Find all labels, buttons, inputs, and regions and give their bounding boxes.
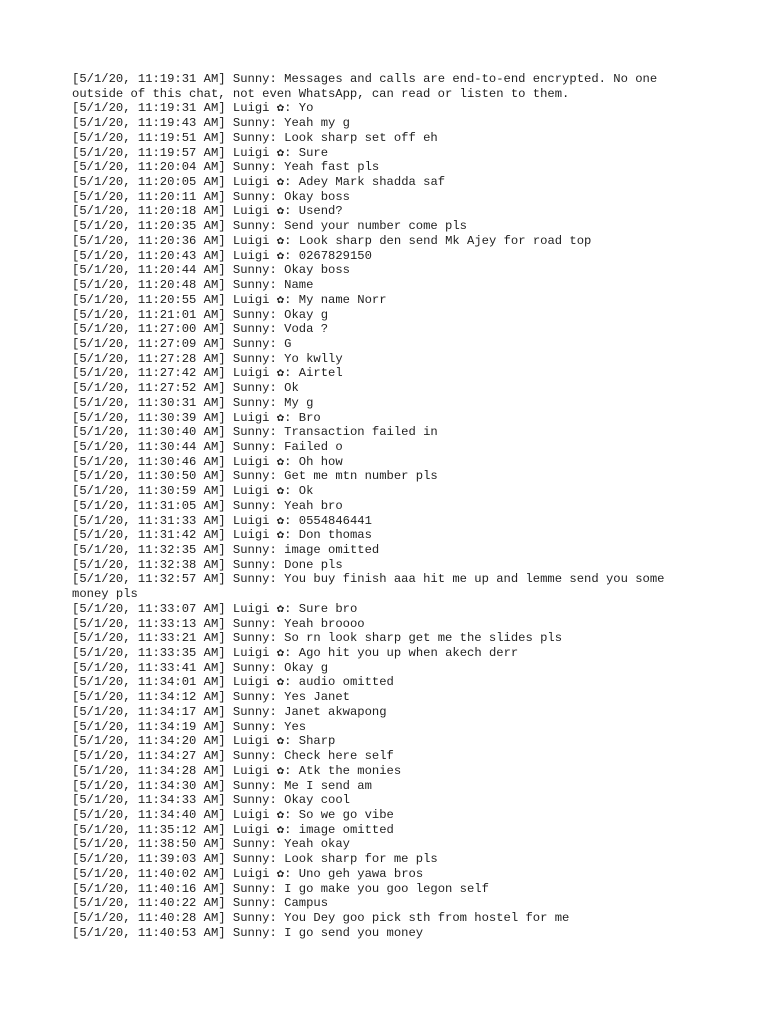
message-text: Don thomas	[298, 528, 372, 543]
message-text: Yo	[298, 101, 314, 116]
message-sender: Luigi ✿	[232, 822, 285, 837]
message-timestamp: [5/1/20, 11:32:57 AM]	[72, 572, 226, 587]
chat-message-line: [5/1/20, 11:33:21 AM] Sunny: So rn look sharp get me the slides pls	[72, 631, 563, 646]
message-timestamp: [5/1/20, 11:30:59 AM]	[72, 484, 226, 499]
chat-message-line: [5/1/20, 11:19:43 AM] Sunny: Yeah my g	[72, 116, 350, 131]
message-text: I go send you money	[284, 925, 424, 940]
message-timestamp: [5/1/20, 11:20:36 AM]	[72, 233, 226, 248]
message-sender: Luigi ✿	[232, 866, 285, 881]
message-sender: Sunny	[232, 543, 270, 557]
chat-message-line: [5/1/20, 11:21:01 AM] Sunny: Okay g	[72, 307, 329, 322]
message-timestamp: [5/1/20, 11:30:46 AM]	[72, 454, 226, 469]
chat-message-line: [5/1/20, 11:34:17 AM] Sunny: Janet akwapong	[72, 704, 387, 719]
message-text: 0554846441	[298, 513, 372, 528]
message-sender: Luigi ✿	[232, 484, 285, 499]
message-sender: Sunny	[232, 837, 270, 852]
message-text: Yes	[284, 719, 307, 734]
chat-message-line: [5/1/20, 11:27:52 AM] Sunny: Ok	[72, 381, 299, 396]
chat-message-line: [5/1/20, 11:40:16 AM] Sunny: I go make you goo legon self	[72, 881, 489, 896]
message-text: Get me mtn number pls	[284, 469, 438, 484]
message-sender: Luigi ✿	[232, 513, 285, 528]
message-sender: Sunny	[232, 778, 270, 793]
message-sender: Luigi ✿	[232, 366, 285, 381]
message-timestamp: [5/1/20, 11:20:04 AM]	[72, 160, 226, 175]
message-sender: Sunny	[232, 395, 270, 410]
message-text: Okay g	[284, 660, 329, 675]
message-text: Yes Janet	[284, 690, 350, 705]
message-text: Ago hit you up when akech derr	[298, 646, 519, 661]
chat-message-line: [5/1/20, 11:19:57 AM] Luigi ✿: Sure	[72, 145, 329, 160]
message-sender: Sunny	[232, 307, 270, 322]
message-text: My name Norr	[298, 292, 387, 307]
message-text: Airtel	[298, 366, 343, 381]
chat-message-line: [5/1/20, 11:20:55 AM] Luigi ✿: My name Norr	[72, 292, 387, 307]
message-text: Oh how	[298, 454, 343, 469]
chat-message-line: [5/1/20, 11:20:11 AM] Sunny: Okay boss	[72, 189, 350, 204]
message-sender: Sunny	[232, 896, 270, 911]
message-timestamp: [5/1/20, 11:40:02 AM]	[72, 866, 226, 881]
message-timestamp: [5/1/20, 11:34:01 AM]	[72, 675, 226, 690]
message-timestamp: [5/1/20, 11:30:31 AM]	[72, 395, 226, 410]
message-sender: Luigi ✿	[232, 763, 285, 778]
message-sender: Sunny	[232, 719, 270, 734]
chat-message-line: [5/1/20, 11:33:35 AM] Luigi ✿: Ago hit you up when akech derr	[72, 646, 519, 661]
message-timestamp: [5/1/20, 11:34:20 AM]	[72, 734, 226, 749]
message-text: Yeah okay	[284, 837, 350, 852]
message-timestamp: [5/1/20, 11:34:27 AM]	[72, 749, 226, 764]
message-sender: Sunny	[232, 351, 270, 366]
chat-message-line: [5/1/20, 11:35:12 AM] Luigi ✿: image omitted	[72, 822, 394, 837]
message-timestamp: [5/1/20, 11:34:33 AM]	[72, 793, 226, 808]
chat-message-line: [5/1/20, 11:27:42 AM] Luigi ✿: Airtel	[72, 366, 343, 381]
chat-message-line: [5/1/20, 11:40:02 AM] Luigi ✿: Uno geh yawa bros	[72, 866, 424, 881]
message-sender: Sunny	[232, 852, 270, 867]
message-sender: Sunny	[232, 631, 270, 646]
message-sender: Sunny	[232, 278, 270, 293]
message-text: Send your number come pls	[284, 219, 467, 234]
message-timestamp: [5/1/20, 11:38:50 AM]	[72, 837, 226, 852]
message-text: Name	[284, 278, 314, 293]
chat-message-line: [5/1/20, 11:40:28 AM] Sunny: You Dey goo pick sth from hostel for me	[72, 910, 570, 925]
chat-message-line: [5/1/20, 11:31:42 AM] Luigi ✿: Don thomas	[72, 528, 372, 543]
message-text: Yeah my g	[284, 116, 350, 131]
message-sender: Sunny	[232, 381, 270, 396]
message-timestamp: [5/1/20, 11:21:01 AM]	[72, 307, 226, 322]
message-timestamp: [5/1/20, 11:40:53 AM]	[72, 925, 226, 940]
message-timestamp: [5/1/20, 11:31:33 AM]	[72, 513, 226, 528]
message-timestamp: [5/1/20, 11:34:40 AM]	[72, 807, 226, 822]
message-sender: Luigi ✿	[232, 204, 285, 219]
message-text: My g	[284, 395, 314, 410]
message-text: Janet akwapong	[284, 704, 387, 719]
message-text: Look sharp den send Mk Ajey for road top	[298, 233, 592, 248]
chat-message-line: [5/1/20, 11:19:31 AM] Sunny: Messages and calls are end-to-end encrypted. No one outside of this chat, not even WhatsApp, can read or listen to them.	[72, 72, 665, 101]
message-text: Check here self	[284, 749, 394, 764]
message-timestamp: [5/1/20, 11:20:18 AM]	[72, 204, 226, 219]
message-timestamp: [5/1/20, 11:20:55 AM]	[72, 292, 226, 307]
message-sender: Sunny	[232, 263, 270, 278]
message-timestamp: [5/1/20, 11:19:31 AM]	[72, 101, 226, 116]
chat-message-line: [5/1/20, 11:30:31 AM] Sunny: My g	[72, 395, 314, 410]
message-sender: Sunny	[232, 130, 270, 145]
message-timestamp: [5/1/20, 11:33:07 AM]	[72, 601, 226, 616]
message-timestamp: [5/1/20, 11:19:57 AM]	[72, 145, 226, 160]
message-timestamp: [5/1/20, 11:20:48 AM]	[72, 278, 226, 293]
message-sender: Sunny	[232, 425, 270, 440]
message-sender: Luigi ✿	[232, 646, 285, 661]
message-sender: Sunny	[232, 439, 270, 454]
chat-message-line: [5/1/20, 11:30:40 AM] Sunny: Transaction failed in	[72, 425, 438, 440]
message-timestamp: [5/1/20, 11:34:17 AM]	[72, 704, 226, 719]
message-sender: Luigi ✿	[232, 410, 285, 425]
message-timestamp: [5/1/20, 11:27:09 AM]	[72, 336, 226, 351]
message-sender: Sunny	[232, 160, 270, 175]
message-text: Me I send am	[284, 778, 372, 793]
message-sender: Sunny	[232, 616, 270, 631]
message-sender: Sunny	[232, 498, 270, 513]
message-text: You Dey goo pick sth from hostel for me	[284, 910, 570, 925]
chat-message-line: [5/1/20, 11:33:07 AM] Luigi ✿: Sure bro	[72, 601, 358, 616]
message-sender: Luigi ✿	[232, 175, 285, 190]
chat-message-line: [5/1/20, 11:40:53 AM] Sunny: I go send you money	[72, 925, 424, 940]
chat-message-line: [5/1/20, 11:20:05 AM] Luigi ✿: Adey Mark shadda saf	[72, 175, 446, 190]
message-sender: Luigi ✿	[232, 601, 285, 616]
message-timestamp: [5/1/20, 11:27:52 AM]	[72, 381, 226, 396]
message-sender: Luigi ✿	[232, 734, 285, 749]
message-timestamp: [5/1/20, 11:30:40 AM]	[72, 425, 226, 440]
chat-message-line: [5/1/20, 11:31:05 AM] Sunny: Yeah bro	[72, 498, 343, 513]
message-sender: Sunny	[232, 336, 270, 351]
message-text: Failed o	[284, 439, 343, 454]
message-sender: Sunny	[232, 557, 270, 572]
chat-message-line: [5/1/20, 11:27:09 AM] Sunny: G	[72, 336, 292, 351]
message-timestamp: [5/1/20, 11:34:19 AM]	[72, 719, 226, 734]
chat-message-line: [5/1/20, 11:32:38 AM] Sunny: Done pls	[72, 557, 343, 572]
message-text: Yeah broooo	[284, 616, 365, 631]
message-text: Done pls	[284, 557, 343, 572]
message-text: So we go vibe	[298, 807, 394, 822]
chat-message-line: [5/1/20, 11:30:39 AM] Luigi ✿: Bro	[72, 410, 321, 425]
message-timestamp: [5/1/20, 11:32:38 AM]	[72, 557, 226, 572]
message-text: Yo kwlly	[284, 351, 343, 366]
message-text: Okay boss	[284, 189, 350, 204]
chat-message-line: [5/1/20, 11:19:51 AM] Sunny: Look sharp set off eh	[72, 130, 438, 145]
message-text: Adey Mark shadda saf	[298, 175, 446, 190]
message-timestamp: [5/1/20, 11:34:28 AM]	[72, 763, 226, 778]
message-timestamp: [5/1/20, 11:20:43 AM]	[72, 248, 226, 263]
message-text: I go make you goo legon self	[284, 881, 489, 896]
message-text: Sharp	[298, 734, 336, 749]
message-sender: Sunny	[232, 219, 270, 234]
message-sender: Luigi ✿	[232, 248, 285, 263]
message-timestamp: [5/1/20, 11:19:31 AM]	[72, 72, 226, 86]
message-timestamp: [5/1/20, 11:31:42 AM]	[72, 528, 226, 543]
message-sender: Sunny	[232, 469, 270, 484]
chat-message-line: [5/1/20, 11:32:35 AM] Sunny: image omitted	[72, 543, 380, 557]
chat-message-line: [5/1/20, 11:20:43 AM] Luigi ✿: 0267829150	[72, 248, 372, 263]
message-timestamp: [5/1/20, 11:19:51 AM]	[72, 130, 226, 145]
message-timestamp: [5/1/20, 11:33:13 AM]	[72, 616, 226, 631]
chat-message-line: [5/1/20, 11:30:46 AM] Luigi ✿: Oh how	[72, 454, 343, 469]
message-text: Transaction failed in	[284, 425, 438, 440]
message-text: Yeah fast pls	[284, 160, 380, 175]
message-text: Atk the monies	[298, 763, 402, 778]
chat-message-line: [5/1/20, 11:20:44 AM] Sunny: Okay boss	[72, 263, 350, 278]
chat-message-line: [5/1/20, 11:30:44 AM] Sunny: Failed o	[72, 439, 343, 454]
chat-message-line: [5/1/20, 11:32:57 AM] Sunny: You buy finish aaa hit me up and lemme send you some money pls	[72, 572, 672, 602]
message-timestamp: [5/1/20, 11:33:21 AM]	[72, 631, 226, 646]
message-text: audio omitted	[298, 675, 394, 690]
message-text: Messages and calls are end-to-end encrypted. No one outside of this chat, not even WhatsApp, can read or listen to them.	[72, 72, 665, 101]
message-timestamp: [5/1/20, 11:30:44 AM]	[72, 439, 226, 454]
message-text: Sure	[298, 145, 329, 160]
message-timestamp: [5/1/20, 11:32:35 AM]	[72, 543, 226, 557]
message-text: Look sharp set off eh	[284, 130, 438, 145]
message-timestamp: [5/1/20, 11:40:22 AM]	[72, 896, 226, 911]
message-timestamp: [5/1/20, 11:39:03 AM]	[72, 852, 226, 867]
chat-message-line: [5/1/20, 11:20:04 AM] Sunny: Yeah fast pls	[72, 160, 380, 175]
message-timestamp: [5/1/20, 11:20:05 AM]	[72, 175, 226, 190]
message-sender: Sunny	[232, 690, 270, 705]
chat-message-line: [5/1/20, 11:19:31 AM] Luigi ✿: Yo	[72, 101, 314, 116]
message-sender: Sunny	[232, 793, 270, 808]
chat-message-line: [5/1/20, 11:40:22 AM] Sunny: Campus	[72, 896, 329, 911]
chat-message-line: [5/1/20, 11:30:59 AM] Luigi ✿: Ok	[72, 484, 314, 499]
message-text: G	[284, 336, 292, 351]
chat-message-line: [5/1/20, 11:34:27 AM] Sunny: Check here self	[72, 749, 394, 764]
message-sender: Sunny	[232, 572, 270, 587]
chat-message-line: [5/1/20, 11:34:12 AM] Sunny: Yes Janet	[72, 690, 350, 705]
message-timestamp: [5/1/20, 11:20:35 AM]	[72, 219, 226, 234]
message-sender: Sunny	[232, 749, 270, 764]
chat-message-line: [5/1/20, 11:34:01 AM] Luigi ✿: audio omitted	[72, 675, 394, 690]
chat-message-line: [5/1/20, 11:34:40 AM] Luigi ✿: So we go vibe	[72, 807, 394, 822]
message-timestamp: [5/1/20, 11:27:28 AM]	[72, 351, 226, 366]
message-sender: Sunny	[232, 704, 270, 719]
message-sender: Sunny	[232, 925, 270, 940]
message-sender: Sunny	[232, 322, 270, 337]
message-timestamp: [5/1/20, 11:40:28 AM]	[72, 910, 226, 925]
message-timestamp: [5/1/20, 11:33:41 AM]	[72, 660, 226, 675]
chat-message-line: [5/1/20, 11:34:33 AM] Sunny: Okay cool	[72, 793, 350, 808]
message-text: Campus	[284, 896, 329, 911]
message-timestamp: [5/1/20, 11:19:43 AM]	[72, 116, 226, 131]
chat-message-line: [5/1/20, 11:20:35 AM] Sunny: Send your number come pls	[72, 219, 467, 234]
message-timestamp: [5/1/20, 11:20:44 AM]	[72, 263, 226, 278]
message-text: So rn look sharp get me the slides pls	[284, 631, 563, 646]
message-sender: Luigi ✿	[232, 101, 285, 116]
message-text: Uno geh yawa bros	[298, 866, 424, 881]
message-text: Look sharp for me pls	[284, 852, 438, 867]
message-text: Okay cool	[284, 793, 350, 808]
message-timestamp: [5/1/20, 11:27:00 AM]	[72, 322, 226, 337]
message-timestamp: [5/1/20, 11:35:12 AM]	[72, 822, 226, 837]
message-timestamp: [5/1/20, 11:27:42 AM]	[72, 366, 226, 381]
chat-message-line: [5/1/20, 11:20:18 AM] Luigi ✿: Usend?	[72, 204, 343, 219]
message-text: Sure bro	[298, 601, 358, 616]
chat-message-line: [5/1/20, 11:31:33 AM] Luigi ✿: 0554846441	[72, 513, 372, 528]
message-sender: Sunny	[232, 189, 270, 204]
message-sender: Luigi ✿	[232, 675, 285, 690]
message-sender: Luigi ✿	[232, 528, 285, 543]
message-text: image omitted	[284, 543, 380, 557]
message-timestamp: [5/1/20, 11:20:11 AM]	[72, 189, 226, 204]
chat-message-line: [5/1/20, 11:33:41 AM] Sunny: Okay g	[72, 660, 329, 675]
chat-message-line: [5/1/20, 11:33:13 AM] Sunny: Yeah broooo	[72, 616, 365, 631]
message-timestamp: [5/1/20, 11:30:50 AM]	[72, 469, 226, 484]
message-sender: Sunny	[232, 910, 270, 925]
message-text: Okay g	[284, 307, 329, 322]
message-text: Yeah bro	[284, 498, 343, 513]
message-text: Voda ?	[284, 322, 329, 337]
message-timestamp: [5/1/20, 11:30:39 AM]	[72, 410, 226, 425]
chat-message-line: [5/1/20, 11:34:28 AM] Luigi ✿: Atk the monies	[72, 763, 402, 778]
chat-log	[72, 72, 692, 940]
message-sender: Luigi ✿	[232, 454, 285, 469]
chat-message-line: [5/1/20, 11:38:50 AM] Sunny: Yeah okay	[72, 837, 350, 852]
message-text: Okay boss	[284, 263, 350, 278]
message-sender: Sunny	[232, 72, 270, 86]
message-sender: Luigi ✿	[232, 233, 285, 248]
chat-message-line: [5/1/20, 11:20:36 AM] Luigi ✿: Look sharp den send Mk Ajey for road top	[72, 233, 592, 248]
message-sender: Sunny	[232, 660, 270, 675]
message-sender: Luigi ✿	[232, 145, 285, 160]
message-sender: Luigi ✿	[232, 807, 285, 822]
message-text: image omitted	[298, 822, 394, 837]
message-sender: Sunny	[232, 116, 270, 131]
message-text: Ok	[298, 484, 314, 499]
message-timestamp: [5/1/20, 11:40:16 AM]	[72, 881, 226, 896]
message-text: You buy finish aaa hit me up and lemme send you some money pls	[72, 572, 672, 602]
message-text: Ok	[284, 381, 299, 396]
chat-message-line: [5/1/20, 11:34:20 AM] Luigi ✿: Sharp	[72, 734, 336, 749]
message-sender: Sunny	[232, 881, 270, 896]
chat-message-line: [5/1/20, 11:34:30 AM] Sunny: Me I send am	[72, 778, 372, 793]
chat-message-line: [5/1/20, 11:27:00 AM] Sunny: Voda ?	[72, 322, 329, 337]
chat-message-line: [5/1/20, 11:39:03 AM] Sunny: Look sharp for me pls	[72, 852, 438, 867]
message-timestamp: [5/1/20, 11:31:05 AM]	[72, 498, 226, 513]
message-timestamp: [5/1/20, 11:34:30 AM]	[72, 778, 226, 793]
chat-message-line: [5/1/20, 11:30:50 AM] Sunny: Get me mtn number pls	[72, 469, 438, 484]
message-timestamp: [5/1/20, 11:33:35 AM]	[72, 646, 226, 661]
message-text: Bro	[298, 410, 321, 425]
message-sender: Luigi ✿	[232, 292, 285, 307]
chat-message-line: [5/1/20, 11:34:19 AM] Sunny: Yes	[72, 719, 307, 734]
message-timestamp: [5/1/20, 11:34:12 AM]	[72, 690, 226, 705]
chat-message-line: [5/1/20, 11:27:28 AM] Sunny: Yo kwlly	[72, 351, 343, 366]
message-text: 0267829150	[298, 248, 372, 263]
message-text: Usend?	[298, 204, 343, 219]
chat-message-line: [5/1/20, 11:20:48 AM] Sunny: Name	[72, 278, 314, 293]
